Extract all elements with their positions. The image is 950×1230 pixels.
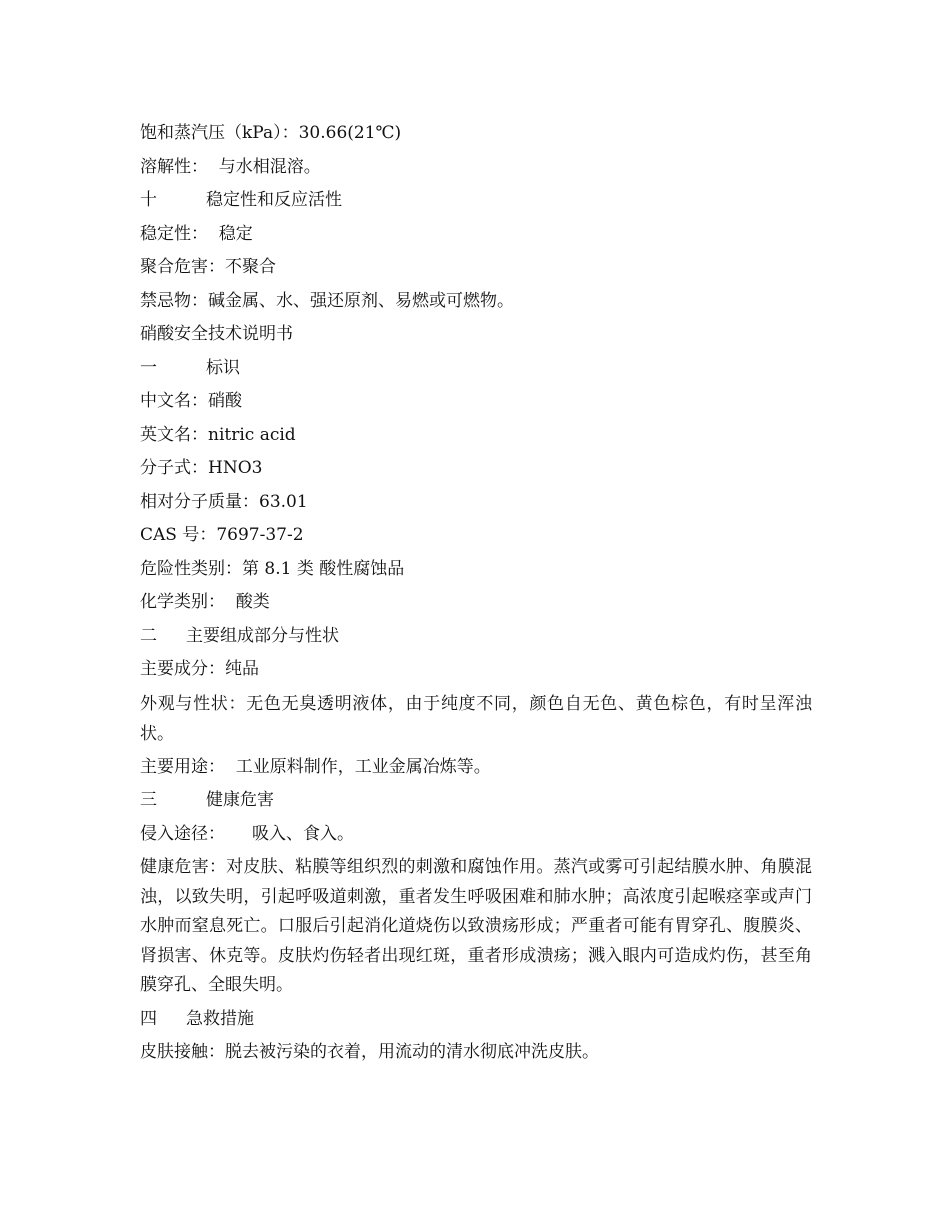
section-heading-health-hazard [140,784,812,818]
chinese-name-line: 中文名：硝酸 [140,391,242,411]
section-heading-stability [140,184,812,218]
stability-line: 稳定性： 稳定 [140,223,253,244]
vapor-pressure-line: 饱和蒸汽压（kPa）：30.66(21℃) [140,123,402,143]
appearance-paragraph: 外观与性状：无色无臭透明液体，由于纯度不同，颜色自无色、黄色棕色，有时呈浑浊状。 [140,693,812,744]
section-title: 急救措施 [186,1008,254,1029]
section-heading-composition [140,620,812,654]
polymerization-hazard-line: 聚合危害：不聚合 [140,257,276,277]
exposure-route-line: 侵入途径： 吸入、食入。 [140,823,355,844]
solubility-line: 溶解性： 与水相混溶。 [140,156,321,177]
main-component-line: 主要成分：纯品 [140,659,259,679]
hazard-class-line: 危险性类别：第 8.1 类 酸性腐蚀品 [140,558,405,579]
cas-number-line: CAS 号：7697-37-2 [140,525,304,545]
section-number: 十 [140,190,157,210]
section-heading-first-aid [140,1003,812,1037]
chemical-category-line: 化学类别： 酸类 [140,592,270,612]
english-name-line: 英文名：nitric acid [140,424,296,445]
main-use-line: 主要用途： 工业原料制作，工业金属冶炼等。 [140,756,491,777]
health-hazard-paragraph: 健康危害：对皮肤、粘膜等组织烈的刺激和腐蚀作用。蒸汽或雾可引起结膜水肿、角膜混浊，以致失明，引起呼吸道刺激，重者发生呼吸困难和肺水肿；高浓度引起喉痉挛或声门水肿而窒息死亡。口服后引起消化道烧伤以致溃疡形成；严重者可能有胃穿孔、腹膜炎、肾损害、休克等。皮肤灼伤轻者出现红斑，重者形成溃疡；溅入眼内可造成灼伤，甚至角膜穿孔、全眼失明。 [140,857,812,996]
section-number: 四 [140,1008,157,1029]
molecular-weight-line: 相对分子质量：63.01 [140,491,308,512]
section-number: 三 [140,790,157,810]
section-title: 主要组成部分与性状 [186,625,339,646]
skin-contact-line: 皮肤接触：脱去被污染的衣着，用流动的清水彻底冲洗皮肤。 [140,1042,599,1063]
section-title: 稳定性和反应活性 [206,190,342,210]
document-title-line: 硝酸安全技术说明书 [140,324,293,344]
section-heading-identification [140,352,812,386]
molecular-formula-line: 分子式：HNO3 [140,458,263,478]
section-number: 一 [140,357,157,378]
section-number: 二 [140,625,157,646]
section-title: 标识 [206,357,240,378]
incompatible-materials-line: 禁忌物：碱金属、水、强还原剂、易燃或可燃物。 [140,290,514,311]
document-page [140,117,812,1070]
section-title: 健康危害 [206,790,274,810]
